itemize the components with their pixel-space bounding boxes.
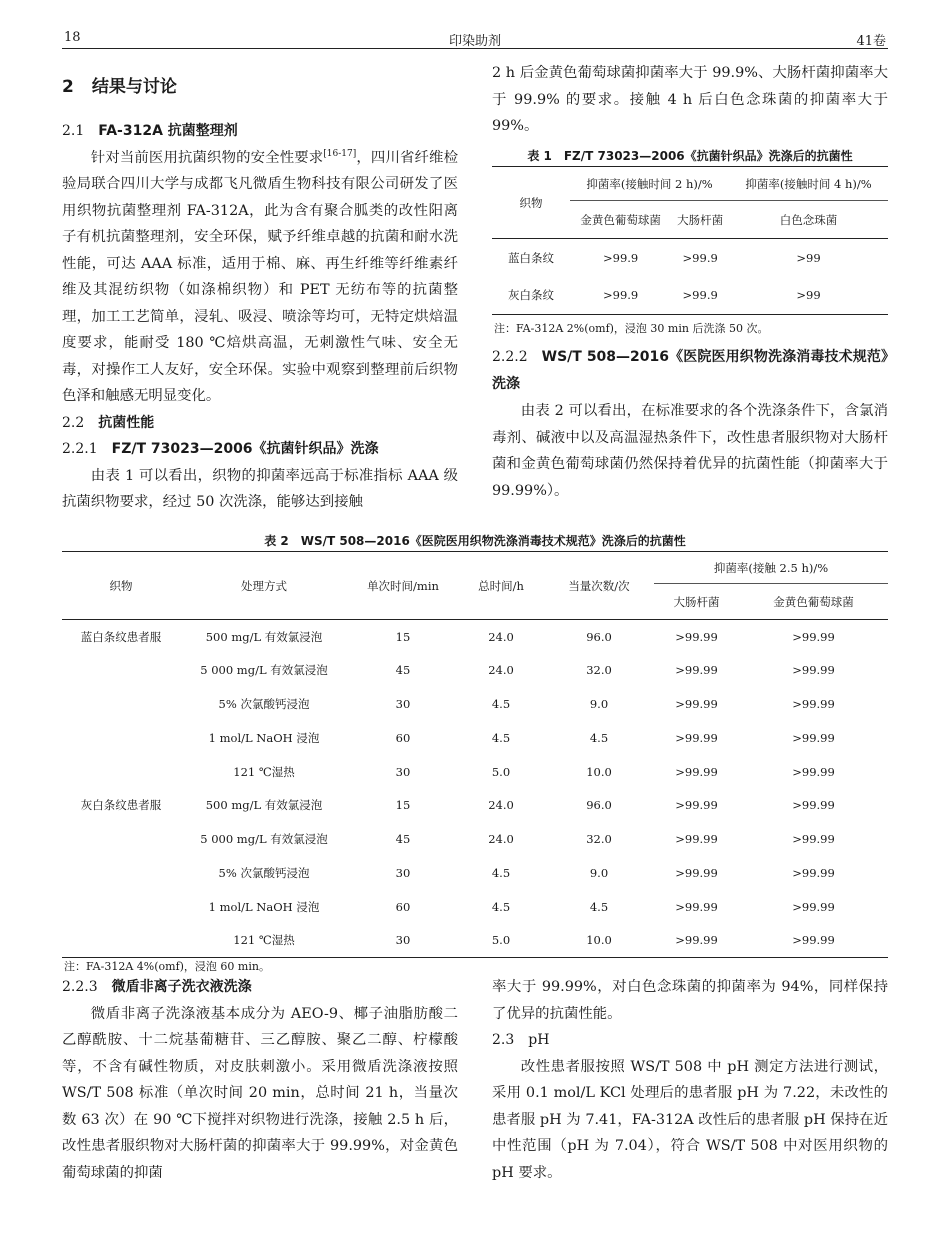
heading-2-2-1: 2.2.1 FZ/T 73023—2006《抗菌针织品》洗涤 bbox=[62, 441, 379, 457]
cell-fabric bbox=[62, 856, 180, 890]
table-row bbox=[62, 653, 888, 687]
cell-fabric bbox=[62, 721, 180, 755]
cell-value: >99.99 bbox=[675, 899, 718, 914]
cell-value: 96.0 bbox=[586, 629, 612, 644]
citation-ref: [16-17] bbox=[323, 148, 357, 159]
table2-note: 注：FA-312A 4%(omf)，浸泡 60 min。 bbox=[64, 960, 270, 973]
cell-value: >99.9 bbox=[603, 250, 639, 265]
table-row bbox=[62, 755, 888, 789]
cell-method: 5% 次氯酸钙浸泡 bbox=[218, 865, 310, 880]
cell-fabric bbox=[62, 822, 180, 856]
header-rule bbox=[62, 48, 888, 49]
cell-value: 4.5 bbox=[589, 899, 609, 914]
heading-2-2-3: 2.2.3 微盾非离子洗衣液洗涤 bbox=[62, 979, 252, 995]
table-row bbox=[62, 822, 888, 856]
table-row bbox=[492, 239, 888, 277]
cell-fabric: 蓝白条纹患者服 bbox=[80, 629, 162, 644]
cell-value: >99.99 bbox=[675, 629, 718, 644]
cell-value: >99.99 bbox=[675, 832, 718, 847]
table-row bbox=[62, 620, 888, 654]
cell-value: 24.0 bbox=[488, 663, 514, 678]
cell-fabric bbox=[62, 924, 180, 958]
cell-value: 15 bbox=[395, 629, 411, 644]
cell-value: 30 bbox=[395, 696, 411, 711]
cell-value: 10.0 bbox=[586, 764, 612, 779]
right-column-lower bbox=[492, 344, 888, 504]
cell-value: 32.0 bbox=[586, 832, 612, 847]
cell-value: >99 bbox=[796, 250, 821, 265]
cell-method: 5 000 mg/L 有效氯浸泡 bbox=[200, 832, 328, 847]
table2-col-total: 总时间/h bbox=[458, 552, 544, 620]
cell-method: 1 mol/L NaOH 浸泡 bbox=[208, 730, 320, 745]
table2-col-single: 单次时间/min bbox=[348, 552, 458, 620]
left-column bbox=[62, 62, 458, 516]
cell-value: >99.99 bbox=[675, 798, 718, 813]
table1-sub-ecoli: 大肠杆菌 bbox=[677, 212, 724, 227]
paragraph-2-3: 改性患者服按照 WS/T 508 中 pH 测定方法进行测试，采用 0.1 mol/L KCl 处理后的患者服 pH 为 7.22，未改性的患者服 pH 为 7.41，FA-312A 改性后的患者服 pH 保持在近中性范围（pH 为 7.04），符合 WS/T 508 中对医用织物的 pH 要求。 bbox=[492, 1058, 888, 1181]
cell-value: >99.99 bbox=[675, 764, 718, 779]
cell-value: >99.99 bbox=[675, 865, 718, 880]
journal-name: 印染助剂 bbox=[448, 34, 501, 49]
table-row bbox=[62, 856, 888, 890]
cell-value: >99 bbox=[796, 288, 821, 303]
cell-value: 5.0 bbox=[491, 933, 511, 948]
page-number: 18 bbox=[64, 30, 81, 45]
cell-value: >99.99 bbox=[675, 933, 718, 948]
cell-value: 45 bbox=[395, 832, 411, 847]
section-2-heading: 2 结果与讨论 bbox=[62, 77, 177, 97]
cell-value: >99.99 bbox=[792, 629, 835, 644]
bottom-left-column bbox=[62, 974, 458, 1186]
cell-value: 4.5 bbox=[589, 730, 609, 745]
cell-fabric bbox=[62, 890, 180, 924]
paragraph-2-2-2: 由表 2 可以看出，在标准要求的各个洗涤条件下，含氯消毒剂、碱液中以及高温湿热条件下，改性患者服织物对大肠杆菌和金黄色葡萄球菌仍然保持着优异的抗菌性能（抑菌率大于 99.99%）。 bbox=[492, 403, 888, 499]
cell-method: 5 000 mg/L 有效氯浸泡 bbox=[200, 663, 328, 678]
cell-value: 24.0 bbox=[488, 798, 514, 813]
cell-value: 30 bbox=[395, 764, 411, 779]
table-row bbox=[62, 788, 888, 822]
cell-value: >99.99 bbox=[792, 764, 835, 779]
cell-fabric: 灰白条纹患者服 bbox=[80, 798, 162, 813]
paragraph-continued: 2 h 后金黄色葡萄球菌抑菌率大于 99.9%、大肠杆菌抑菌率大于 99.9% 的要求。接触 4 h 后白色念珠菌的抑菌率大于 99%。 bbox=[492, 65, 888, 134]
table1-col-fabric: 织物 bbox=[492, 167, 570, 239]
table2 bbox=[62, 551, 888, 958]
table1-caption: 表 1 FZ/T 73023—2006《抗菌针织品》洗涤后的抗菌性 bbox=[527, 149, 853, 163]
cell-value: >99.99 bbox=[792, 865, 835, 880]
table1-group-4h: 抑菌率(接触时间 4 h)/% bbox=[729, 167, 888, 201]
table-row bbox=[62, 924, 888, 958]
cell-fabric bbox=[62, 653, 180, 687]
cell-method: 121 ℃湿热 bbox=[233, 764, 295, 779]
heading-2-2-2: 2.2.2 WS/T 508—2016《医院医用织物洗涤消毒技术规范》洗涤 bbox=[492, 349, 888, 392]
cell-value: >99.99 bbox=[792, 696, 835, 711]
cell-value: >99.9 bbox=[603, 288, 639, 303]
paragraph-2-2-1: 由表 1 可以看出，织物的抑菌率远高于标准指标 AAA 级抗菌织物要求，经过 50 次洗涤，能够达到接触 bbox=[62, 467, 458, 510]
cell-value: 45 bbox=[395, 663, 411, 678]
cell-value: 5.0 bbox=[491, 764, 511, 779]
cell-fabric bbox=[62, 755, 180, 789]
cell-value: 60 bbox=[395, 899, 411, 914]
table2-group: 抑菌率(接触 2.5 h)/% bbox=[654, 552, 888, 584]
cell-value: 4.5 bbox=[491, 865, 511, 880]
cell-value: >99.99 bbox=[675, 663, 718, 678]
cell-method: 500 mg/L 有效氯浸泡 bbox=[205, 798, 323, 813]
cell-fabric bbox=[62, 687, 180, 721]
paragraph-2-2-3-continued: 率大于 99.99%，对白色念珠菌的抑菌率为 94%，同样保持了优异的抗菌性能。 bbox=[492, 979, 888, 1022]
cell-value: 30 bbox=[395, 933, 411, 948]
volume-label: 41卷 bbox=[856, 34, 886, 49]
cell-fabric: 灰白条纹 bbox=[508, 288, 554, 303]
cell-value: >99.9 bbox=[682, 250, 718, 265]
table2-col-equiv: 当量次数/次 bbox=[544, 552, 654, 620]
cell-value: 9.0 bbox=[589, 865, 609, 880]
table2-col-staph: 金黄色葡萄球菌 bbox=[773, 594, 854, 609]
cell-value: 24.0 bbox=[488, 629, 514, 644]
table1 bbox=[492, 166, 888, 315]
cell-value: 32.0 bbox=[586, 663, 612, 678]
table1-note: 注：FA-312A 2%(omf)，浸泡 30 min 后洗涤 50 次。 bbox=[494, 322, 769, 335]
table2-caption: 表 2 WS/T 508—2016《医院医用织物洗涤消毒技术规范》洗涤后的抗菌性 bbox=[264, 534, 686, 548]
table-row bbox=[62, 721, 888, 755]
table1-sub-candida: 白色念珠菌 bbox=[779, 212, 838, 227]
table2-col-fabric: 织物 bbox=[62, 552, 180, 620]
right-column bbox=[492, 60, 888, 140]
table1-group-2h: 抑菌率(接触时间 2 h)/% bbox=[570, 167, 729, 201]
cell-method: 1 mol/L NaOH 浸泡 bbox=[208, 899, 320, 914]
table-row bbox=[492, 277, 888, 315]
cell-value: >99.99 bbox=[792, 832, 835, 847]
table1-sub-staph: 金黄色葡萄球菌 bbox=[580, 212, 661, 227]
cell-value: >99.99 bbox=[792, 933, 835, 948]
heading-2-2: 2.2 抗菌性能 bbox=[62, 414, 155, 431]
table-row bbox=[62, 890, 888, 924]
cell-fabric: 蓝白条纹 bbox=[508, 250, 554, 265]
table2-col-method: 处理方式 bbox=[180, 552, 348, 620]
cell-method: 5% 次氯酸钙浸泡 bbox=[218, 696, 310, 711]
heading-2-1: 2.1 FA-312A 抗菌整理剂 bbox=[62, 123, 238, 139]
cell-value: 15 bbox=[395, 798, 411, 813]
table2-col-ecoli: 大肠杆菌 bbox=[673, 594, 720, 609]
cell-method: 500 mg/L 有效氯浸泡 bbox=[205, 629, 323, 644]
cell-value: 96.0 bbox=[586, 798, 612, 813]
cell-value: 9.0 bbox=[589, 696, 609, 711]
cell-value: 4.5 bbox=[491, 899, 511, 914]
cell-value: 60 bbox=[395, 730, 411, 745]
cell-value: 4.5 bbox=[491, 730, 511, 745]
cell-value: >99.99 bbox=[675, 730, 718, 745]
paragraph-2-1: 针对当前医用抗菌织物的安全性要求[16-17]，四川省纤维检验局联合四川大学与成都飞凡微盾生物科技有限公司研发了医用织物抗菌整理剂 FA-312A，此为含有聚合胍类的改性阳离子有机抗菌整理剂，安全环保，赋予纤维卓越的抗菌和耐水洗性能，可达 AAA 标准，适用于棉、麻、再生纤维等纤维素纤维及其混纺织物（如涤棉织物）和 PET 无纺布等的抗菌整理，加工工艺简单，浸轧、吸浸、喷涂等均可，无特定烘焙温度要求，能耐受 180 ℃焙烘高温，无刺激性气味、安全无毒，对操作工人友好，安全环保。实验中观察到整理前后织物色泽和触感无明显变化。 bbox=[62, 148, 458, 404]
cell-value: >99.99 bbox=[792, 730, 835, 745]
heading-2-3: 2.3 pH bbox=[492, 1032, 550, 1048]
table-row bbox=[62, 687, 888, 721]
cell-value: 4.5 bbox=[491, 696, 511, 711]
cell-value: >99.99 bbox=[792, 899, 835, 914]
cell-value: >99.99 bbox=[675, 696, 718, 711]
cell-value: >99.99 bbox=[792, 798, 835, 813]
bottom-right-column bbox=[492, 974, 888, 1186]
cell-value: >99.9 bbox=[682, 288, 718, 303]
cell-value: 10.0 bbox=[586, 933, 612, 948]
cell-value: >99.99 bbox=[792, 663, 835, 678]
cell-value: 30 bbox=[395, 865, 411, 880]
paragraph-2-2-3: 微盾非离子洗涤液基本成分为 AEO-9、椰子油脂肪酸二乙醇酰胺、十二烷基葡糖苷、三乙醇胺、聚乙二醇、柠檬酸等，不含有碱性物质，对皮肤刺激小。采用微盾洗涤液按照 WS/T 508 标准（单次时间 20 min，总时间 21 h，当量次数 63 次）在 90 ℃下搅拌对织物进行洗涤，接触 2.5 h 后，改性患者服织物对大肠杆菌的抑菌率大于 99.99%，对金黄色葡萄球菌的抑菌 bbox=[62, 1005, 458, 1181]
cell-method: 121 ℃湿热 bbox=[233, 933, 295, 948]
cell-value: 24.0 bbox=[488, 832, 514, 847]
